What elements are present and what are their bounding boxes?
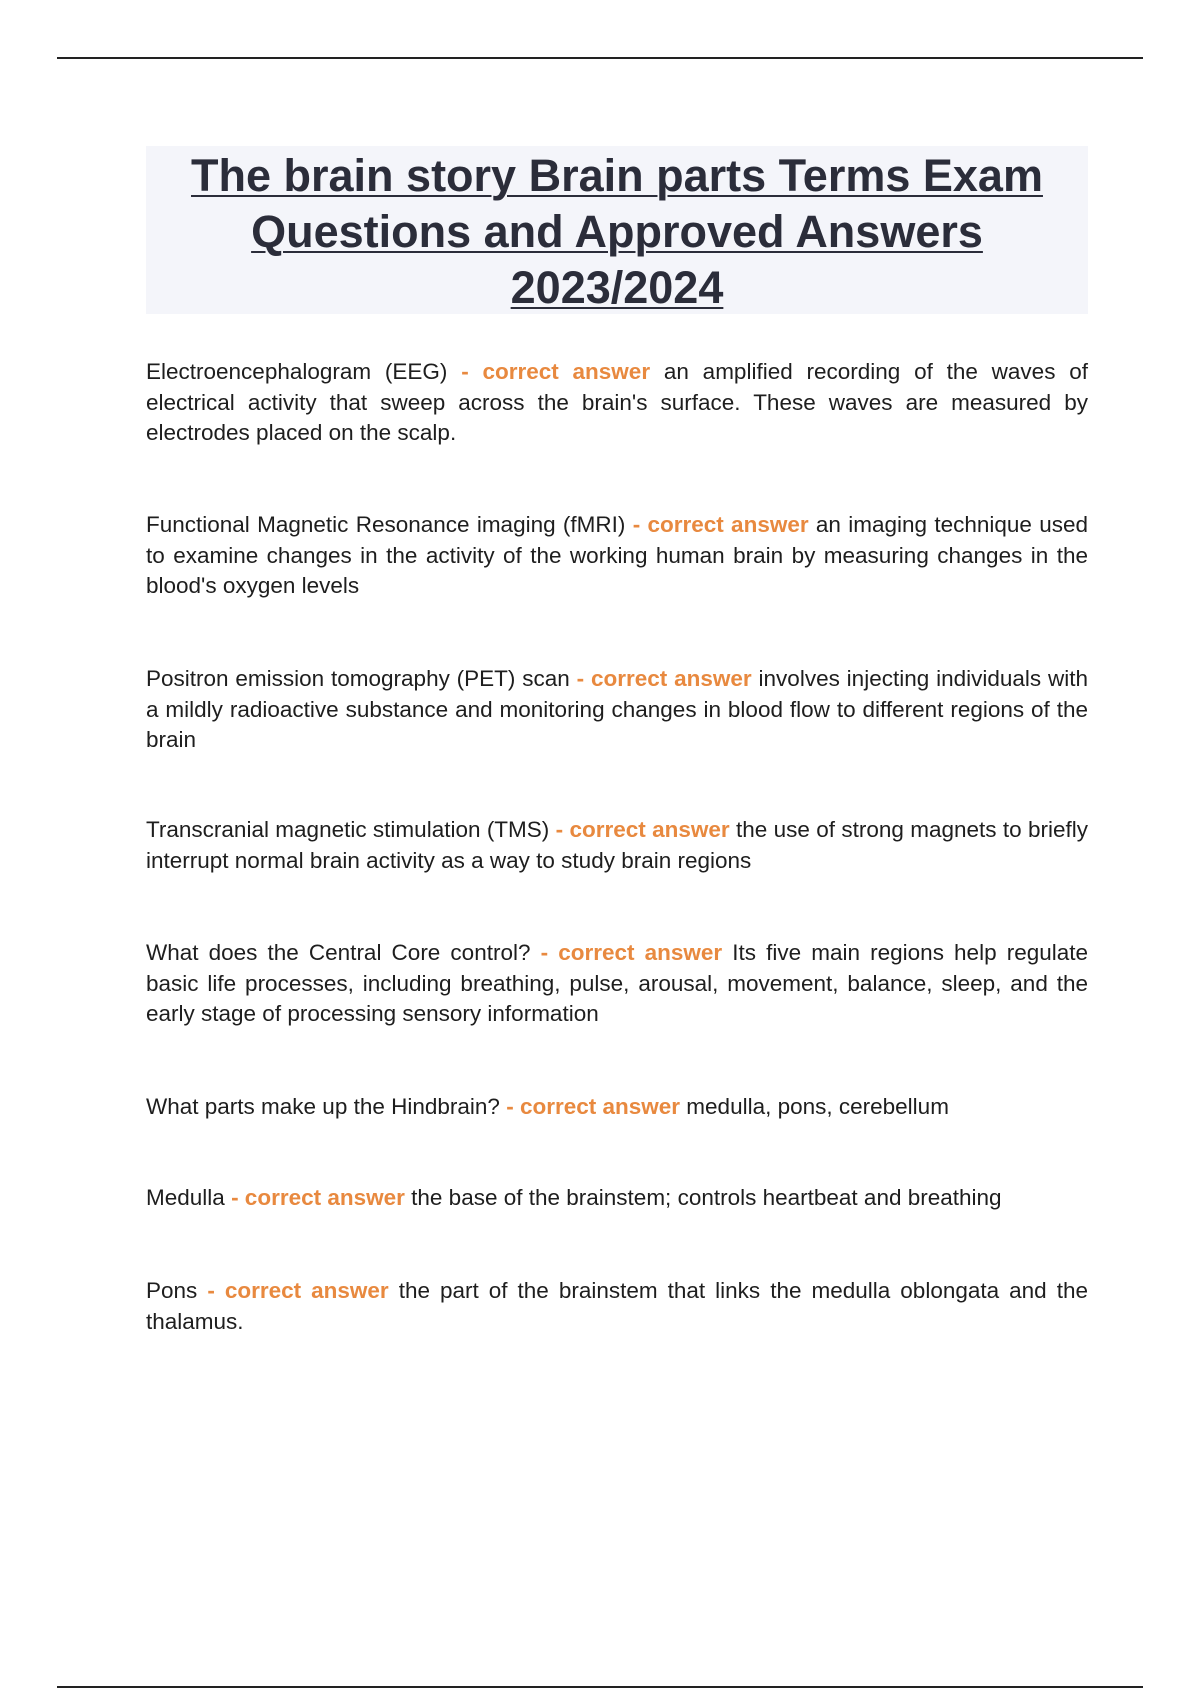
page-title: The brain story Brain parts Terms Exam Questions and Approved Answers 2023/2024 (191, 150, 1043, 313)
qa-answer: the use of strong magnets to briefly interrupt normal brain activity as a way to study brain regions (146, 817, 1088, 873)
top-divider (57, 57, 1143, 59)
bottom-divider (57, 1686, 1143, 1688)
qa-term: Electroencephalogram (EEG) (146, 359, 448, 384)
qa-term: Medulla (146, 1185, 225, 1210)
qa-answer: an amplified recording of the waves of electrical activity that sweep across the brain's surface. These waves are measured by electrodes placed on the scalp. (146, 359, 1088, 445)
correct-answer-label: - correct answer (540, 940, 723, 965)
title-banner (146, 146, 1088, 314)
qa-term: Transcranial magnetic stimulation (TMS) (146, 817, 550, 842)
qa-answer: an imaging technique used to examine changes in the activity of the working human brain by measuring changes in the blood's oxygen levels (146, 512, 1088, 598)
correct-answer-label: - correct answer (231, 1185, 405, 1210)
qa-term: What parts make up the Hindbrain? (146, 1094, 500, 1119)
correct-answer-label: - correct answer (576, 666, 752, 691)
qa-entry-pons (146, 1276, 1088, 1337)
qa-term: Functional Magnetic Resonance imaging (fMRI) (146, 512, 626, 537)
qa-term: Pons (146, 1278, 198, 1303)
qa-term: What does the Central Core control? (146, 940, 531, 965)
qa-answer: the base of the brainstem; controls heartbeat and breathing (411, 1185, 1002, 1210)
qa-entry-central-core (146, 938, 1088, 1030)
correct-answer-label: - correct answer (461, 359, 651, 384)
correct-answer-label: - correct answer (632, 512, 809, 537)
qa-entry-tms (146, 815, 1088, 876)
correct-answer-label: - correct answer (207, 1278, 389, 1303)
qa-answer: Its five main regions help regulate basic life processes, including breathing, pulse, arousal, movement, balance, sleep, and the early stage of processing sensory information (146, 940, 1089, 1026)
qa-answer: involves injecting individuals with a mildly radioactive substance and monitoring changes in blood flow to different regions of the brain (146, 666, 1088, 752)
qa-entry-fmri (146, 510, 1088, 602)
correct-answer-label: - correct answer (555, 817, 730, 842)
qa-entry-eeg (146, 357, 1088, 449)
qa-term: Positron emission tomography (PET) scan (146, 666, 570, 691)
qa-entry-medulla (146, 1183, 1088, 1214)
qa-entry-pet (146, 664, 1088, 756)
correct-answer-label: - correct answer (506, 1094, 681, 1119)
qa-answer: the part of the brainstem that links the medulla oblongata and the thalamus. (146, 1278, 1088, 1334)
qa-entry-hindbrain (146, 1092, 1088, 1123)
qa-answer: medulla, pons, cerebellum (686, 1094, 949, 1119)
